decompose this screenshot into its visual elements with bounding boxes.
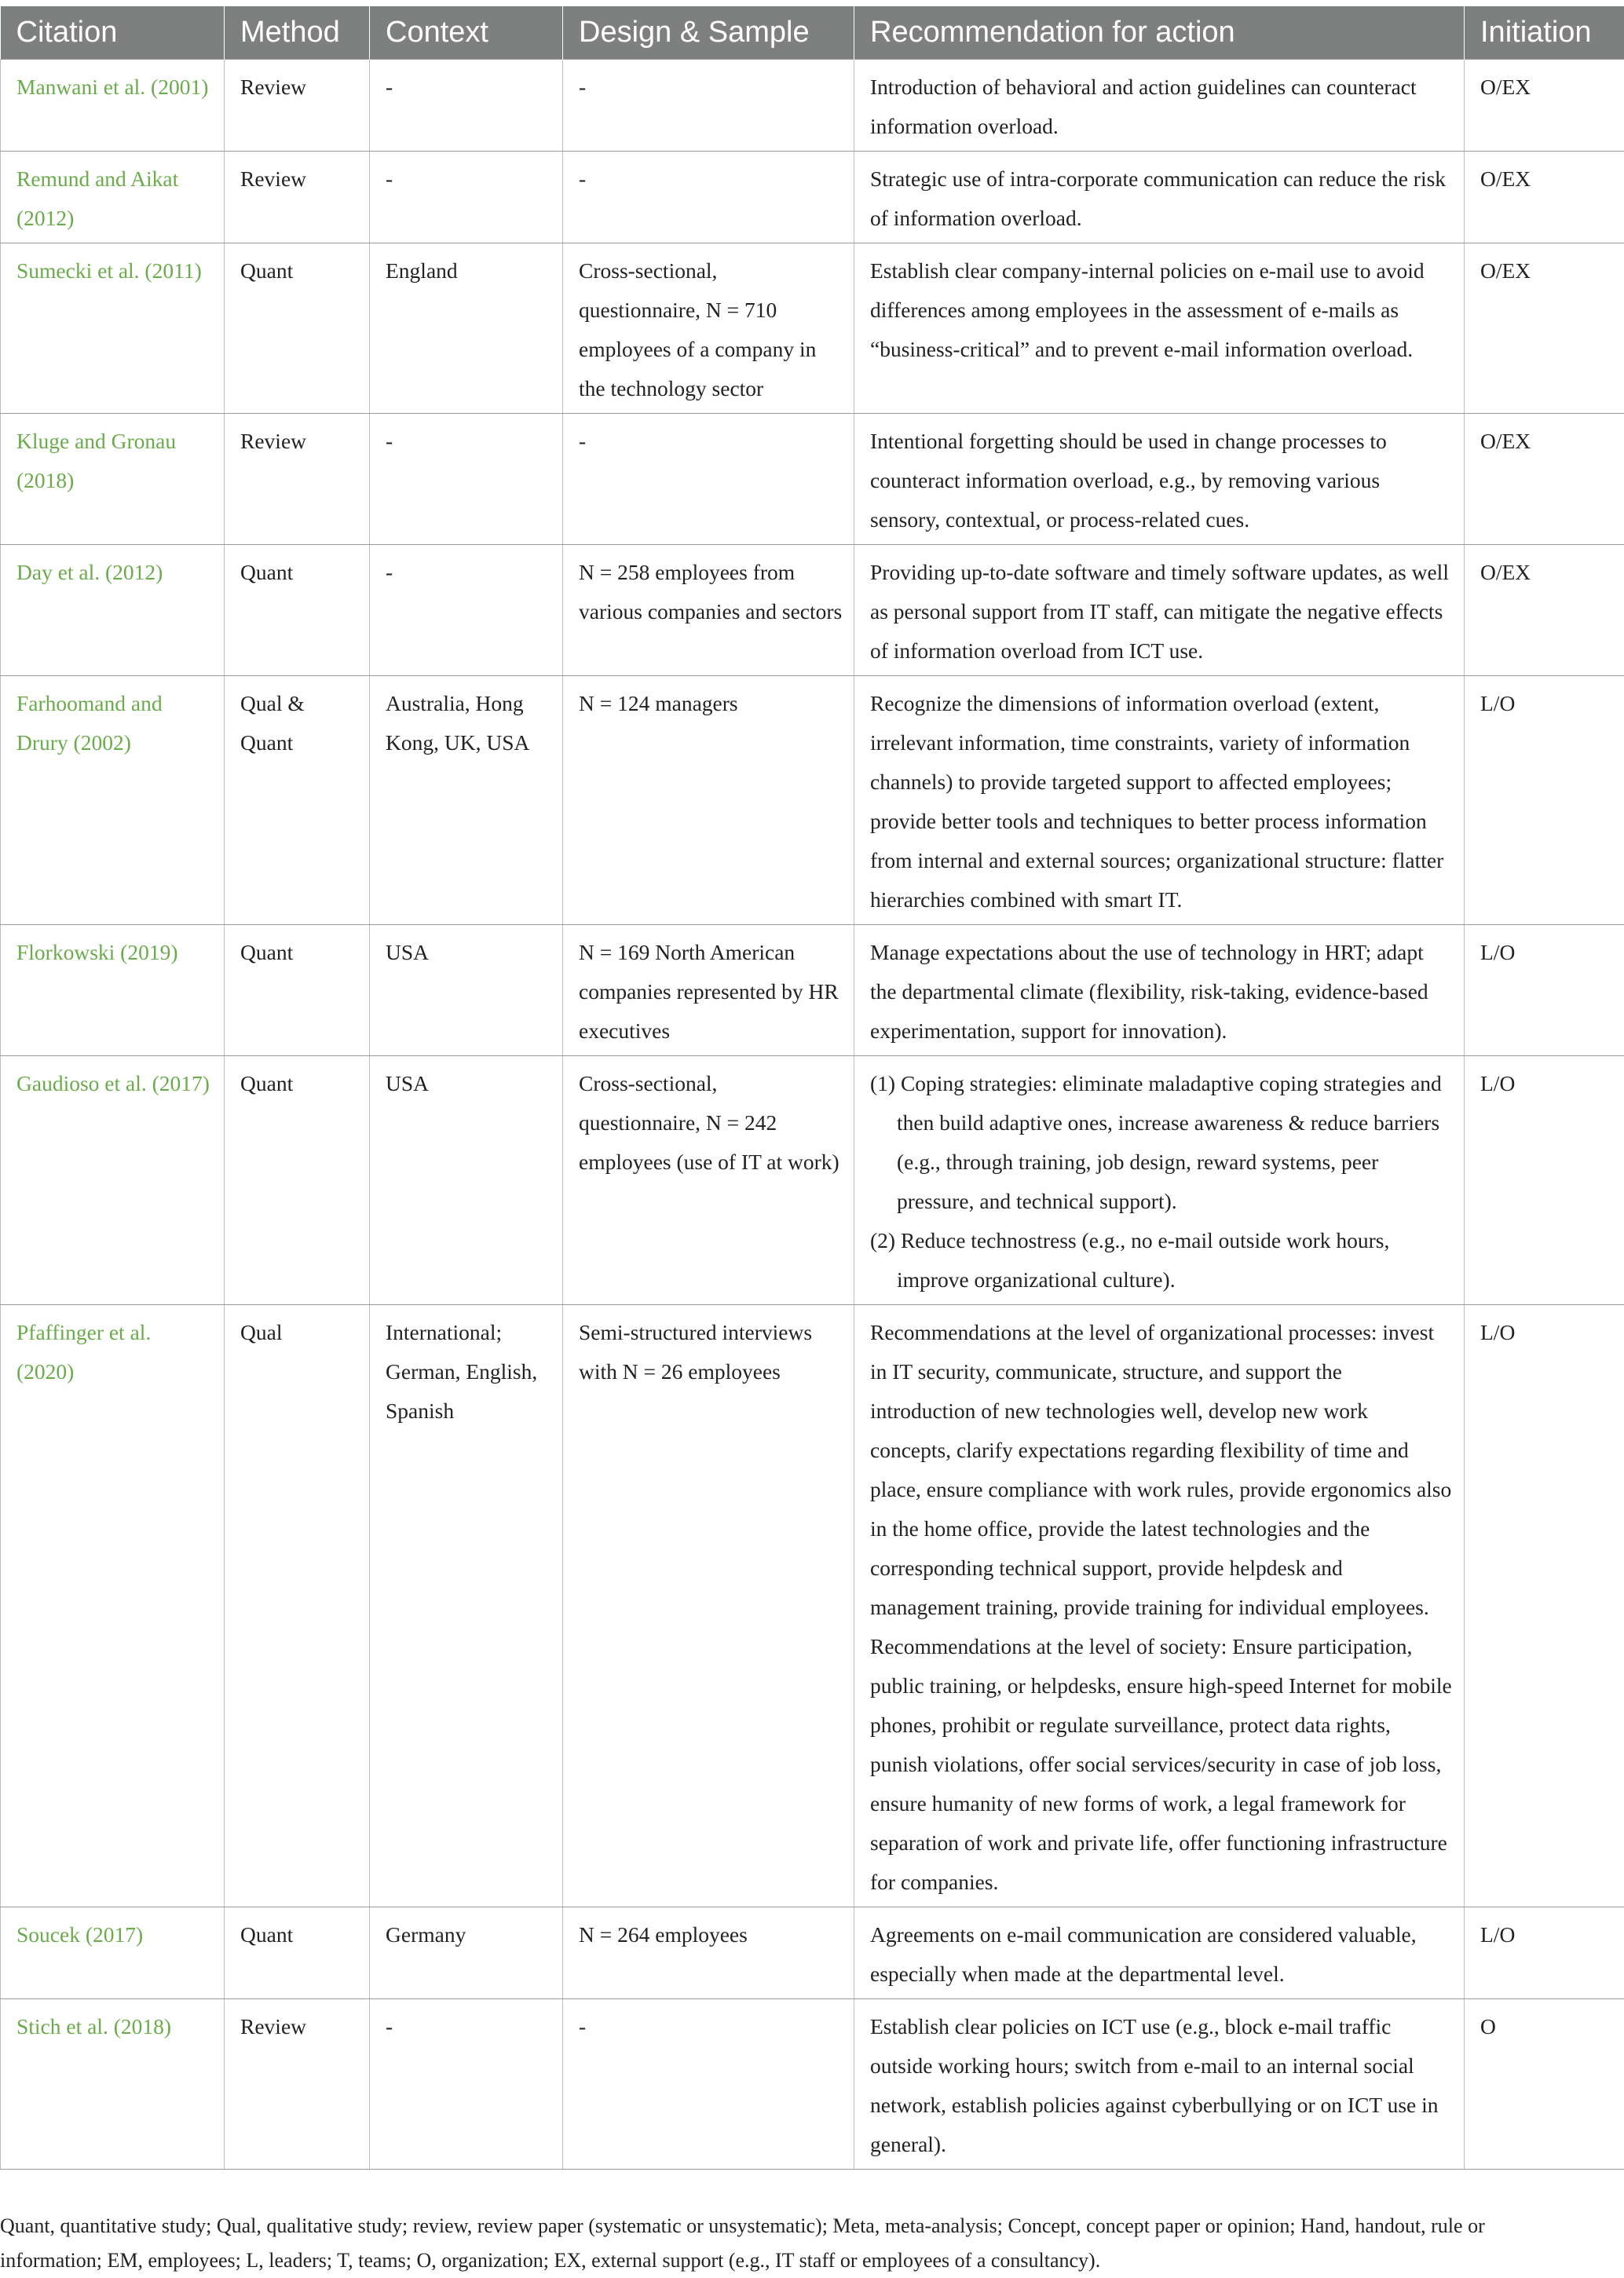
method-cell: Review [225,414,370,545]
recommendation-cell [854,1305,1465,1907]
method-cell: Quant [225,925,370,1056]
citation-link[interactable]: Kluge and Gronau (2018) [1,414,225,545]
recommendation-text: Manage expectations about the use of technology in HRT; adapt the departmental climate (flexibility, risk-taking, evidence-based experimentation, support for innovation). [870,933,1453,1051]
table-row [1,243,1624,414]
header-design-sample: Design & Sample [563,6,854,60]
table-row [1,545,1624,676]
method-cell: Qual [225,1305,370,1907]
recommendation-cell [854,1056,1465,1305]
recommendation-text: Recognize the dimensions of information overload (extent, irrelevant information, time constraints, variety of information channels) to provide targeted support to affected employees; provide better tools and techniques to better process information from internal and external sources; organizational structure: flatter hierarchies combined with smart IT. [870,684,1453,920]
context-cell: USA [370,925,563,1056]
design-sample-cell: - [563,414,854,545]
header-method: Method [225,6,370,60]
design-sample-cell: - [563,152,854,243]
citation-link[interactable]: Sumecki et al. (2011) [1,243,225,414]
initiation-cell: O/EX [1465,545,1624,676]
initiation-cell: L/O [1465,1907,1624,1999]
citation-link[interactable]: Gaudioso et al. (2017) [1,1056,225,1305]
recommendation-text: Strategic use of intra-corporate communication can reduce the risk of information overload. [870,159,1453,238]
method-cell: Review [225,152,370,243]
initiation-cell: O/EX [1465,60,1624,152]
design-sample-cell: - [563,1999,854,2170]
recommendation-text: Intentional forgetting should be used in change processes to counteract information overload, e.g., by removing various sensory, contextual, or process-related cues. [870,422,1453,539]
initiation-cell: O [1465,1999,1624,2170]
recommendation-text: Establish clear company-internal policies on e-mail use to avoid differences among employees in the assessment of e-mails as “business-critical” and to prevent e-mail information overload. [870,251,1453,369]
design-sample-cell: Cross-sectional, questionnaire, N = 242 employees (use of IT at work) [563,1056,854,1305]
table-footnote: Quant, quantitative study; Qual, qualitative study; review, review paper (systematic or unsystematic); Meta, meta-analysis; Concept, concept paper or opinion; Hand, handout, rule or information; EM, employees; L, leaders; T, teams; O, organization; EX, external support (e.g., IT staff or employees of a consultancy). [0,2209,1571,2278]
table-header [1,6,1624,60]
initiation-cell: O/EX [1465,152,1624,243]
citation-link[interactable]: Day et al. (2012) [1,545,225,676]
table-row [1,152,1624,243]
initiation-cell: L/O [1465,676,1624,925]
header-context: Context [370,6,563,60]
initiation-cell: O/EX [1465,243,1624,414]
method-cell: Review [225,1999,370,2170]
table-row [1,1056,1624,1305]
table-row [1,1999,1624,2170]
context-cell: Germany [370,1907,563,1999]
initiation-cell: L/O [1465,1056,1624,1305]
recommendation-cell [854,925,1465,1056]
method-cell: Review [225,60,370,152]
context-cell: Australia, Hong Kong, UK, USA [370,676,563,925]
citation-link[interactable]: Farhoomand and Drury (2002) [1,676,225,925]
recommendation-cell [854,243,1465,414]
citation-link[interactable]: Florkowski (2019) [1,925,225,1056]
table-row [1,1305,1624,1907]
initiation-cell: O/EX [1465,414,1624,545]
design-sample-cell: N = 264 employees [563,1907,854,1999]
header-row [1,6,1624,60]
method-cell: Quant [225,1056,370,1305]
design-sample-cell: N = 258 employees from various companies and sectors [563,545,854,676]
recommendations-table [0,6,1624,2170]
citation-link[interactable]: Manwani et al. (2001) [1,60,225,152]
citation-link[interactable]: Soucek (2017) [1,1907,225,1999]
method-cell: Quant [225,243,370,414]
recommendation-text: Recommendations at the level of society: Ensure participation, public training, or helpdesks, ensure high-speed Internet for mobile phones, prohibit or regulate surveillance, protect data rights, punish violations, offer social services/security in case of job loss, ensure humanity of new forms of work, a legal framework for separation of work and private life, offer functioning infrastructure for companies. [870,1627,1453,1902]
header-recommendation: Recommendation for action [854,6,1465,60]
recommendation-cell [854,1999,1465,2170]
table-row [1,1907,1624,1999]
recommendation-cell [854,676,1465,925]
recommendation-cell [854,60,1465,152]
recommendation-cell [854,414,1465,545]
recommendation-text: Providing up-to-date software and timely software updates, as well as personal support from IT staff, can mitigate the negative effects of information overload from ICT use. [870,553,1453,671]
citation-link[interactable]: Pfaffinger et al. (2020) [1,1305,225,1907]
table-row [1,60,1624,152]
design-sample-cell: - [563,60,854,152]
table-container [0,6,1624,2170]
recommendation-cell [854,152,1465,243]
table-row [1,414,1624,545]
design-sample-cell: Cross-sectional, questionnaire, N = 710 employees of a company in the technology sector [563,243,854,414]
initiation-cell: L/O [1465,1305,1624,1907]
recommendation-text: (2) Reduce technostress (e.g., no e-mail outside work hours, improve organizational culture). [870,1221,1453,1300]
citation-link[interactable]: Remund and Aikat (2012) [1,152,225,243]
design-sample-cell: Semi-structured interviews with N = 26 employees [563,1305,854,1907]
table-row [1,925,1624,1056]
initiation-cell: L/O [1465,925,1624,1056]
recommendation-text: (1) Coping strategies: eliminate maladaptive coping strategies and then build adaptive ones, increase awareness & reduce barriers (e.g., through training, job design, reward systems, peer pressure, and technical support). [870,1064,1453,1221]
design-sample-cell: N = 124 managers [563,676,854,925]
design-sample-cell: N = 169 North American companies represented by HR executives [563,925,854,1056]
recommendation-text: Recommendations at the level of organizational processes: invest in IT security, communicate, structure, and support the introduction of new technologies well, develop new work concepts, clarify expectations regarding flexibility of time and place, ensure compliance with work rules, provide ergonomics also in the home office, provide the latest technologies and the corresponding technical support, provide helpdesk and management training, provide training for individual employees. [870,1313,1453,1627]
context-cell: - [370,414,563,545]
recommendation-cell [854,545,1465,676]
recommendation-cell [854,1907,1465,1999]
recommendation-text: Introduction of behavioral and action guidelines can counteract information overload. [870,68,1453,146]
context-cell: USA [370,1056,563,1305]
method-cell: Quant [225,1907,370,1999]
method-cell: Qual & Quant [225,676,370,925]
context-cell: - [370,152,563,243]
recommendation-text: Agreements on e-mail communication are considered valuable, especially when made at the departmental level. [870,1915,1453,1994]
table-row [1,676,1624,925]
citation-link[interactable]: Stich et al. (2018) [1,1999,225,2170]
method-cell: Quant [225,545,370,676]
header-citation: Citation [1,6,225,60]
context-cell: - [370,1999,563,2170]
context-cell: - [370,60,563,152]
recommendation-text: Establish clear policies on ICT use (e.g., block e-mail traffic outside working hours; switch from e-mail to an internal social network, establish policies against cyberbullying or on ICT use in general). [870,2007,1453,2164]
header-initiation: Initiation [1465,6,1624,60]
context-cell: International; German, English, Spanish [370,1305,563,1907]
context-cell: - [370,545,563,676]
context-cell: England [370,243,563,414]
table-body [1,60,1624,2170]
